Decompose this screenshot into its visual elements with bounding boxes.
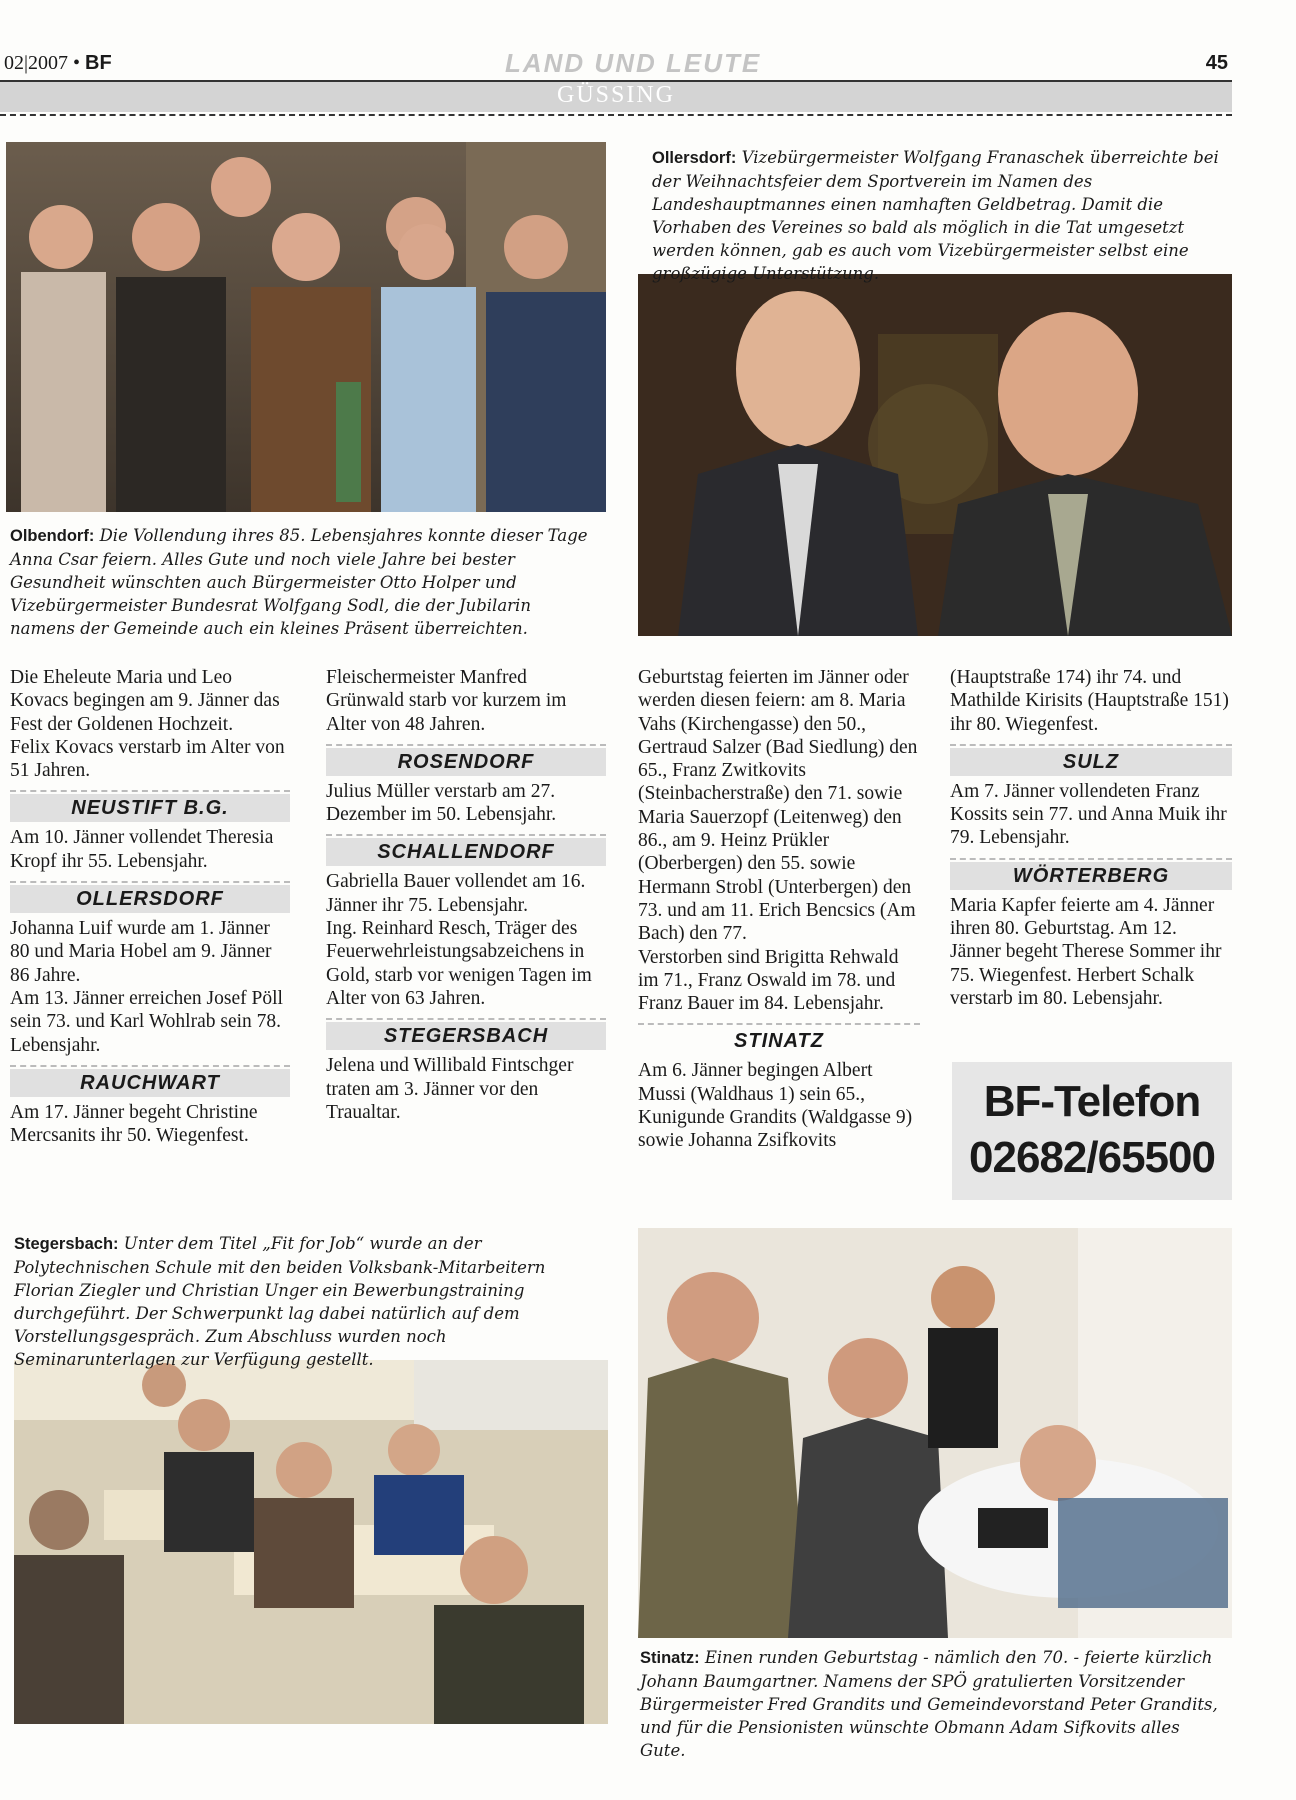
paragraph: Die Eheleute Maria und Leo Kovacs begingen am 9. Jänner das Fest der Goldenen Hochzeit. bbox=[10, 667, 280, 735]
section-heading-stegersbach bbox=[326, 1018, 606, 1050]
paragraph: Fleischermeister Manfred Grünwald starb vor kurzem im Alter von 48 Jahren. bbox=[326, 667, 567, 735]
section-dashed-rule bbox=[10, 1065, 290, 1067]
region-title: GÜSSING bbox=[556, 82, 675, 108]
section-heading-ollersdorf bbox=[10, 881, 290, 913]
caption-lead: Ollersdorf: bbox=[652, 149, 737, 167]
photo-stegersbach bbox=[14, 1360, 608, 1724]
issue-number: 02|2007 bbox=[4, 52, 69, 74]
section-title: ROSENDORF bbox=[326, 748, 606, 776]
text-column-4 bbox=[950, 666, 1232, 1010]
section-title: RAUCHWART bbox=[10, 1069, 290, 1097]
photo-olbendorf bbox=[6, 142, 606, 512]
section-title: NEUSTIFT B.G. bbox=[10, 794, 290, 822]
text-column-1 bbox=[10, 666, 290, 1147]
section-heading-sulz bbox=[950, 744, 1232, 776]
section-title: WÖRTERBERG bbox=[950, 862, 1232, 890]
paragraph: Julius Müller verstarb am 27. Dezember im 50. Lebensjahr. bbox=[326, 780, 557, 826]
caption-text: Vizebürgermeister Wolfgang Franaschek überreichte bei der Weihnachtsfeier dem Sportverein im Namen des Landeshauptmannes einen namhaften Geldbetrag. Damit die Vorhaben des Vereines so bald als möglich in die Tat umgesetzt werden können, gab es auch vom Vizebürgermeister selbst eine großzügige Unterstützung. bbox=[652, 148, 1219, 283]
section-dashed-rule bbox=[10, 790, 290, 792]
section-heading-rosendorf bbox=[326, 744, 606, 776]
caption-lead: Stegersbach: bbox=[14, 1235, 119, 1253]
caption-stegersbach bbox=[14, 1232, 606, 1371]
section-dashed-rule bbox=[326, 1018, 606, 1020]
section-dashed-rule bbox=[950, 744, 1232, 746]
caption-ollersdorf bbox=[652, 146, 1232, 285]
caption-text: Einen runden Geburtstag - nämlich den 70. - feierte kürzlich Johann Baumgartner. Namens der SPÖ gratulierten Vorsitzender Bürgermeister Fred Grandits und Gemeindevorstand Peter Grandits, und für die Pensionisten wünschte Obmann Adam Sifkovits alles Gute. bbox=[640, 1648, 1218, 1760]
section-dashed-rule bbox=[326, 834, 606, 836]
caption-olbendorf bbox=[10, 524, 600, 640]
section-dashed-rule bbox=[326, 744, 606, 746]
phone-box bbox=[952, 1062, 1232, 1200]
phone-label: BF-Telefon bbox=[983, 1077, 1201, 1126]
caption-stinatz bbox=[640, 1646, 1230, 1762]
magazine-name: BF bbox=[85, 52, 112, 74]
section-title: OLLERSDORF bbox=[10, 885, 290, 913]
bullet: • bbox=[73, 52, 81, 74]
section-dashed-rule bbox=[950, 858, 1232, 860]
section-dashed-rule bbox=[638, 1023, 920, 1025]
paragraph: Am 7. Jänner vollendeten Franz Kossits sein 77. und Anna Muik ihr 79. Lebensjahr. bbox=[950, 780, 1227, 849]
section-title: SULZ bbox=[950, 748, 1232, 776]
paragraph: (Hauptstraße 174) ihr 74. und Mathilde Kirisits (Hauptstraße 151) ihr 80. Wiegenfest. bbox=[950, 667, 1229, 735]
section-heading-stinatz bbox=[638, 1023, 920, 1055]
paragraph: Verstorben sind Brigitta Rehwald im 71., Franz Oswald im 78. und Franz Bauer im 84. Lebensjahr. bbox=[638, 946, 899, 1015]
caption-text: Die Vollendung ihres 85. Lebensjahres konnte dieser Tage Anna Csar feiern. Alles Gute und noch viele Jahre bei bester Gesundheit wünschten auch Bürgermeister Otto Holper und Vizebürgermeister Bundesrat Wolfgang Sodl, die der Jubilarin namens der Gemeinde auch ein kleines Präsent überreichten. bbox=[10, 526, 588, 638]
photo-ollersdorf bbox=[638, 274, 1232, 636]
paragraph: Geburtstag feierten im Jänner oder werden diesen feiern: am 8. Maria Vahs (Kirchengasse) den 50., Gertraud Salzer (Bad Siedlung) den 65., Franz Zwitkovits (Steinbacherstraße) den 71. sowie Maria Sauerzopf (Leitenweg) den 86., am 9. Heinz Prükler (Oberbergen) den 55. sowie Hermann Strobl (Unterbergen) den 73. und am 11. Erich Bencsics (Am Bach) den 77. bbox=[638, 667, 918, 945]
paragraph: Jelena und Willibald Fintschger traten am 3. Jänner vor den Traualtar. bbox=[326, 1055, 574, 1123]
paragraph: Maria Kapfer feierte am 4. Jänner ihren 80. Geburtstag. Am 12. Jänner begeht Therese Sommer ihr 75. Wiegenfest. Herbert Schalk verstarb im 80. Lebensjahr. bbox=[950, 894, 1222, 1009]
paragraph: Ing. Reinhard Resch, Träger des Feuerwehrleistungsabzeichens in Gold, starb vor wenigen Tagen im Alter von 63 Jahren. bbox=[326, 918, 592, 1009]
header-dashed-rule bbox=[0, 114, 1232, 116]
section-title: SCHALLENDORF bbox=[326, 838, 606, 866]
phone-number: 02682/65500 bbox=[969, 1133, 1215, 1182]
section-heading-rauchwart bbox=[10, 1065, 290, 1097]
section-heading-schallendorf bbox=[326, 834, 606, 866]
paragraph: Am 6. Jänner begingen Albert Mussi (Waldhaus 1) sein 65., Kunigunde Grandits (Waldgasse 9) sowie Johanna Zsifkovits bbox=[638, 1060, 913, 1152]
caption-lead: Olbendorf: bbox=[10, 527, 95, 545]
section-heading-neustift bbox=[10, 790, 290, 822]
text-column-3 bbox=[638, 666, 920, 1153]
paragraph: Felix Kovacs verstarb im Alter von 51 Jahren. bbox=[10, 736, 285, 782]
photo-stinatz bbox=[638, 1228, 1232, 1638]
caption-lead: Stinatz: bbox=[640, 1649, 700, 1667]
section-title: LAND UND LEUTE bbox=[505, 48, 762, 78]
caption-text: Unter dem Titel „Fit for Job“ wurde an der Polytechnischen Schule mit den beiden Volksbank-Mitarbeitern Florian Ziegler und Christian Unger ein Bewerbungstraining durchgeführt. Der Schwerpunkt lag dabei natürlich auf dem Vorstellungsgespräch. Zum Abschluss wurden noch Seminarunterlagen zur Verfügung gestellt. bbox=[14, 1234, 546, 1369]
section-dashed-rule bbox=[10, 881, 290, 883]
text-column-2 bbox=[326, 666, 606, 1124]
paragraph: Am 10. Jänner vollendet Theresia Kropf ihr 55. Lebensjahr. bbox=[10, 827, 274, 872]
paragraph: Am 13. Jänner erreichen Josef Pöll sein 73. und Karl Wohlrab sein 78. Lebensjahr. bbox=[10, 987, 283, 1056]
section-title: STINATZ bbox=[734, 1030, 824, 1053]
section-title: STEGERSBACH bbox=[326, 1022, 606, 1050]
paragraph: Johanna Luif wurde am 1. Jänner 80 und Maria Hobel am 9. Jänner 86 Jahre. bbox=[10, 918, 272, 986]
section-heading-woerterberg bbox=[950, 858, 1232, 890]
paragraph: Gabriella Bauer vollendet am 16. Jänner ihr 75. Lebensjahr. bbox=[326, 871, 586, 916]
issue-info bbox=[4, 52, 112, 75]
paragraph: Am 17. Jänner begeht Christine Mercsanits ihr 50. Wiegenfest. bbox=[10, 1101, 258, 1147]
page-number: 45 bbox=[1205, 52, 1228, 74]
